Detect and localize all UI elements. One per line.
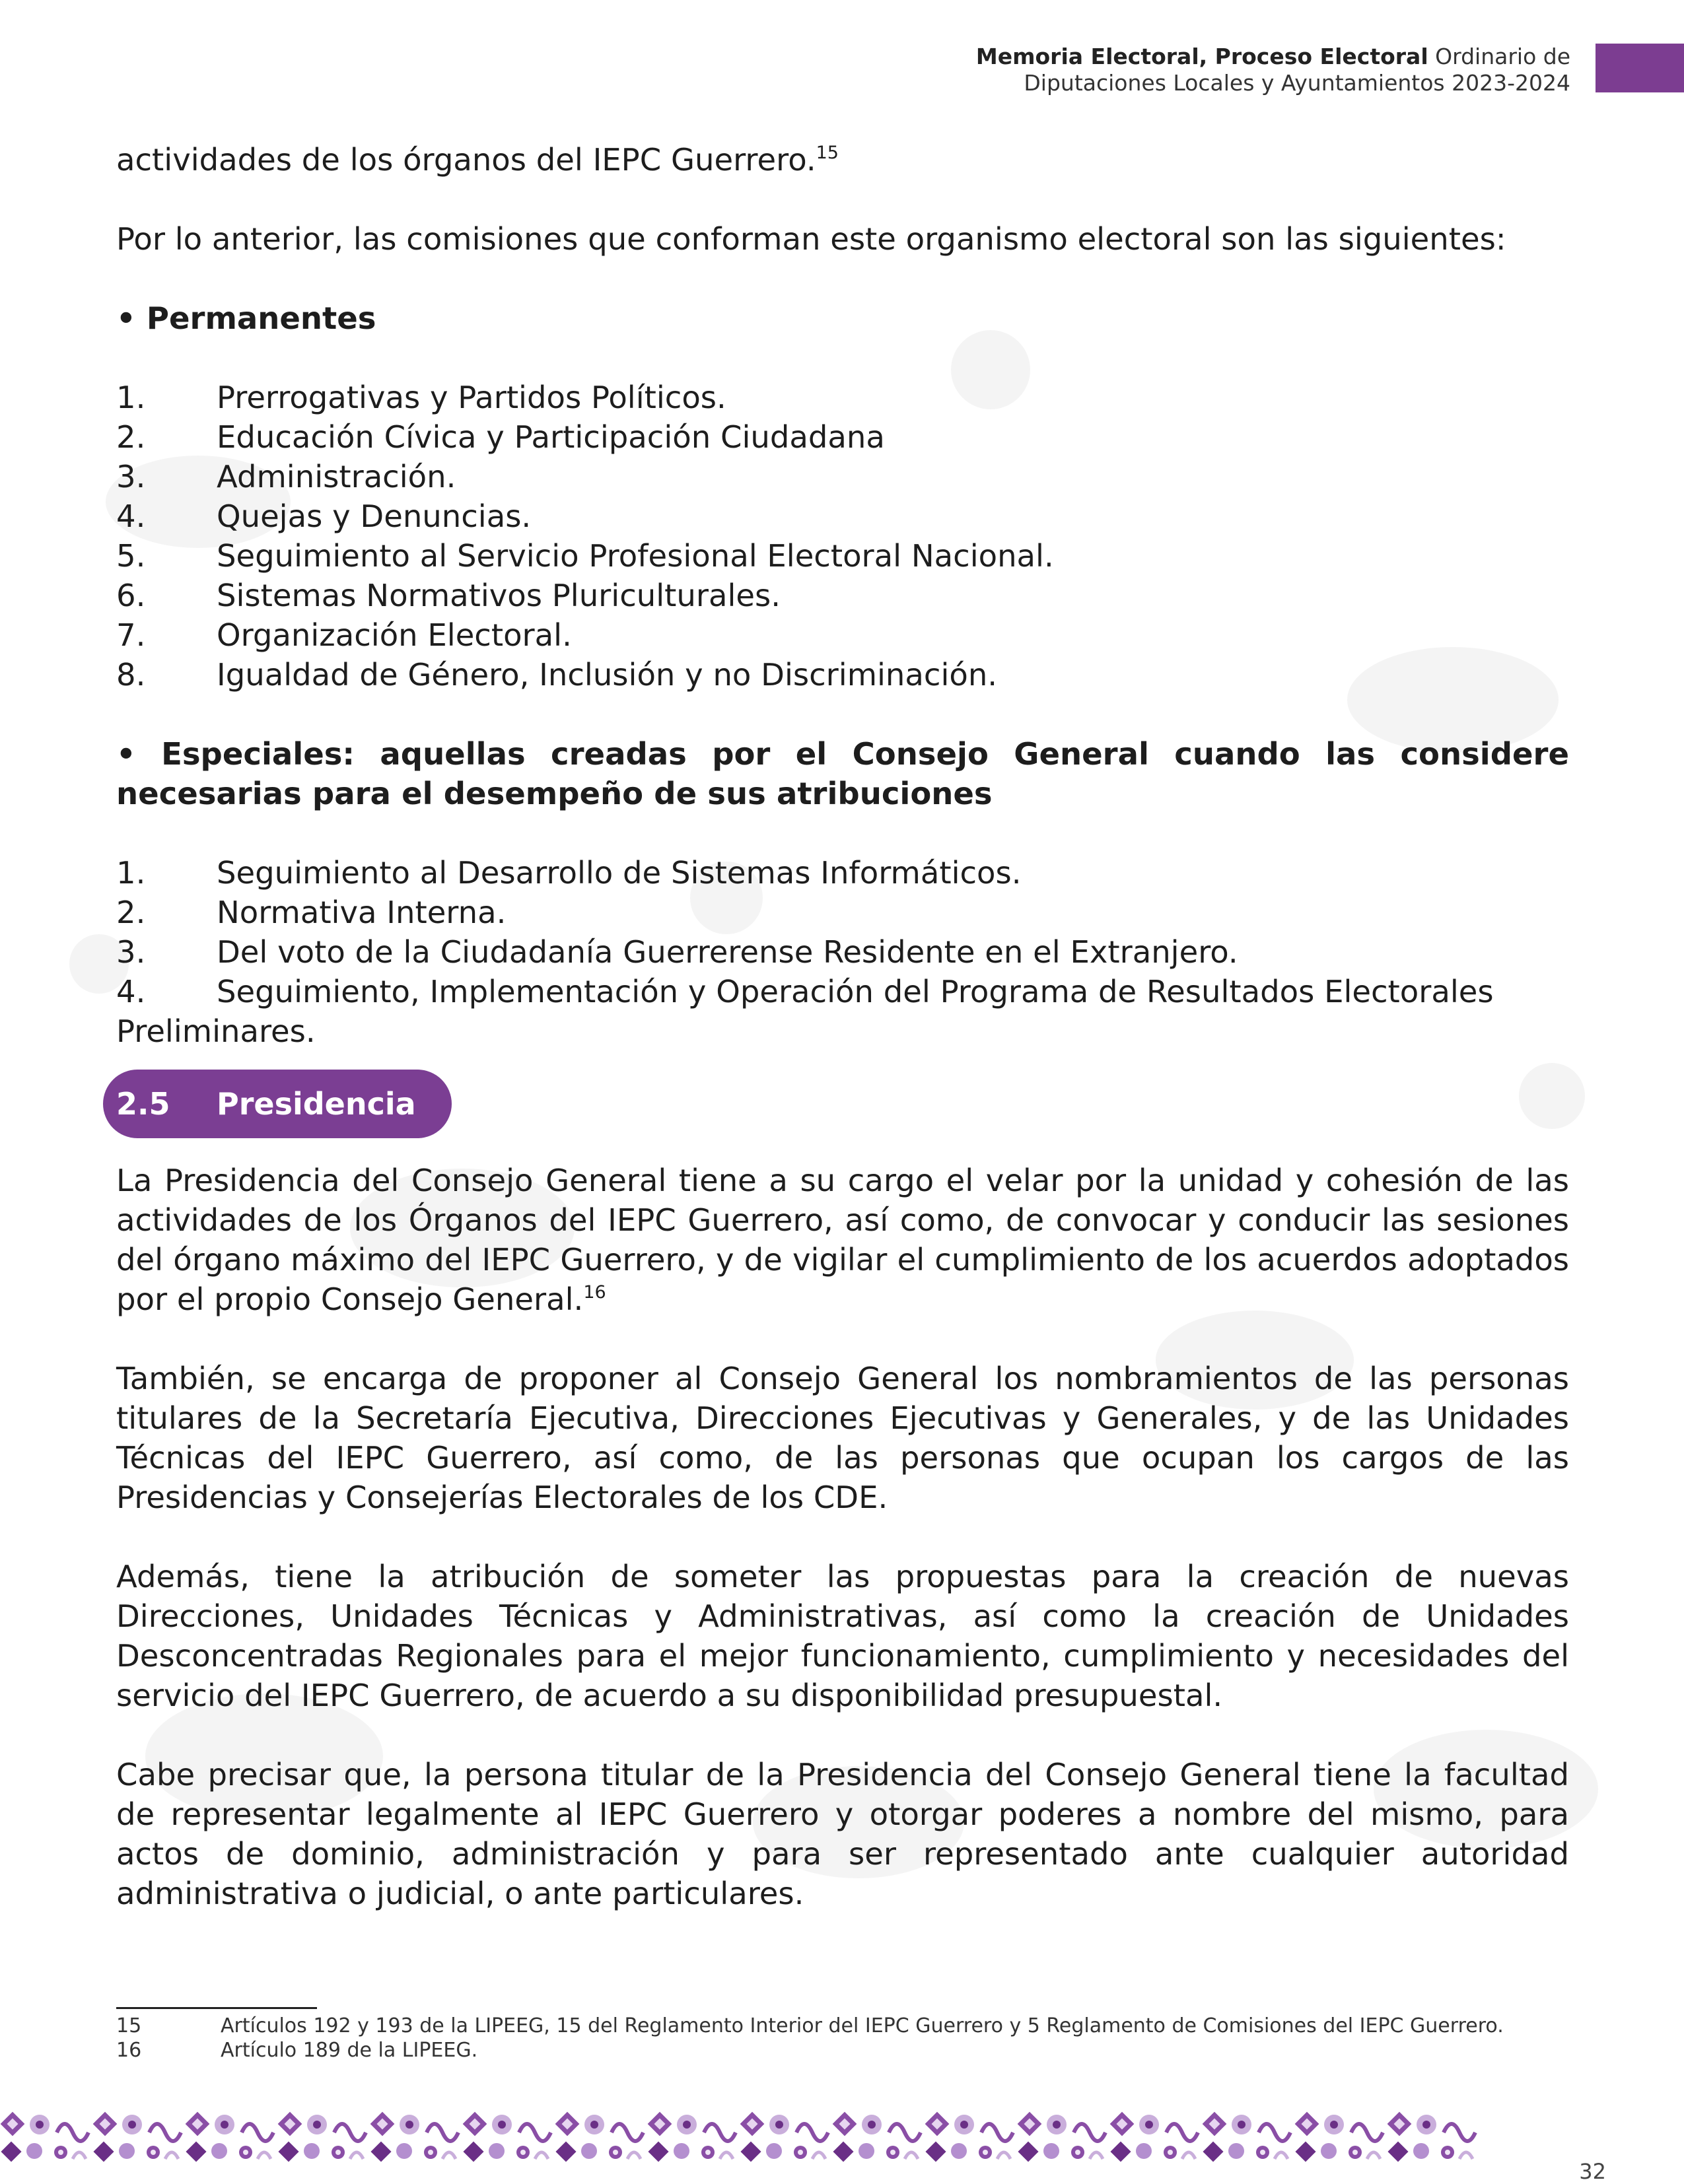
list-item — [116, 615, 1569, 655]
paragraph-text: La Presidencia del Consejo General tiene a su cargo el velar por la unidad y cohesión de las actividades de los Órganos del IEPC Guerrero, así como, de convocar y conducir las sesiones del órgano máximo del IEPC Guerrero, y de vigilar el cumplimiento de los acuerdos adoptados por el propio Consejo General. — [116, 1163, 1569, 1317]
list-item — [116, 536, 1569, 576]
list-item-number: 2. — [116, 895, 146, 930]
especiales-heading: • Especiales: aquellas creadas por el Consejo General cuando las considere necesarias para el desempeño de sus atribuciones — [116, 736, 1569, 811]
header-title-bold: Memoria Electoral, Proceso Electoral — [975, 44, 1428, 69]
list-item-text: Igualdad de Género, Inclusión y no Discriminación. — [217, 657, 998, 693]
footnote-ref-15[interactable]: 15 — [816, 143, 839, 163]
list-item-number: 4. — [116, 498, 146, 534]
list-item-number: 1. — [116, 380, 146, 415]
list-item-number: 3. — [116, 459, 146, 495]
list-item — [116, 932, 1569, 972]
footnote-16 — [116, 2038, 1569, 2063]
header-accent-tab — [1596, 44, 1684, 92]
list-item — [116, 972, 1569, 1051]
list-item-text: Normativa Interna. — [217, 895, 507, 930]
running-header — [976, 44, 1570, 96]
list-item-text: Organización Electoral. — [217, 617, 572, 653]
list-item-number: 6. — [116, 578, 146, 613]
page-body — [116, 140, 1569, 1913]
permanentes-list — [116, 378, 1569, 695]
header-line-1 — [976, 44, 1570, 70]
embroidery-border — [0, 2106, 1499, 2166]
list-item-text: Sistemas Normativos Pluriculturales. — [217, 578, 781, 613]
list-item-text: Seguimiento al Desarrollo de Sistemas Informáticos. — [217, 855, 1022, 891]
footnote-text: Artículo 189 de la LIPEEG. — [221, 2039, 478, 2062]
list-item — [116, 496, 1569, 536]
footnote-ref-16[interactable]: 16 — [583, 1282, 606, 1303]
list-item-text: Prerrogativas y Partidos Políticos. — [217, 380, 726, 415]
section-heading-pill — [103, 1070, 452, 1138]
list-item-text: Quejas y Denuncias. — [217, 498, 532, 534]
list-item — [116, 457, 1569, 496]
list-item-number: 4. — [116, 974, 146, 1009]
list-item-number: 1. — [116, 855, 146, 891]
section-title: Presidencia — [217, 1086, 416, 1122]
list-item — [116, 655, 1569, 695]
list-item-text: Seguimiento al Servicio Profesional Electoral Nacional. — [217, 538, 1054, 574]
paragraph: También, se encarga de proponer al Consejo General los nombramientos de las personas titulares de la Secretaría Ejecutiva, Direcciones Ejecutivas y Generales, y de las Unidades Técnicas del IEPC Guerrero, así como, de las personas que ocupan los cargos de las Presidencias y Consejerías Electorales de los CDE. — [116, 1361, 1569, 1515]
list-item — [116, 378, 1569, 417]
paragraph: Además, tiene la atribución de someter las propuestas para la creación de nuevas Direcciones, Unidades Técnicas y Administrativas, así como la creación de Unidades Desconcentradas Regionales para el mejor funcionamiento, cumplimiento y necesidades del servicio del IEPC Guerrero, de acuerdo a su disponibilidad presupuestal. — [116, 1559, 1569, 1713]
header-line-2: Diputaciones Locales y Ayuntamientos 2023-2024 — [1024, 70, 1570, 96]
intro-continuation-text: actividades de los órganos del IEPC Guerrero. — [116, 142, 816, 178]
list-item-number: 2. — [116, 419, 146, 455]
list-item — [116, 576, 1569, 615]
list-item-number: 7. — [116, 617, 146, 653]
paragraph: Cabe precisar que, la persona titular de la Presidencia del Consejo General tiene la facultad de representar legalmente al IEPC Guerrero y otorgar poderes a nombre del mismo, para actos de dominio, administración y para ser representado ante cualquier autoridad administrativa o judicial, o ante particulares. — [116, 1757, 1569, 1911]
list-item-text: Seguimiento, Implementación y Operación del Programa de Resultados Electorales Preliminares. — [116, 974, 1494, 1049]
section-number: 2.5 — [116, 1086, 170, 1122]
footnote-number: 16 — [116, 2039, 142, 2062]
list-item-text: Educación Cívica y Participación Ciudadana — [217, 419, 885, 455]
list-item — [116, 853, 1569, 893]
permanentes-heading: • Permanentes — [116, 300, 376, 336]
especiales-list — [116, 853, 1569, 1051]
list-item — [116, 893, 1569, 932]
list-item — [116, 417, 1569, 457]
list-item-number: 8. — [116, 657, 146, 693]
footnote-text: Artículos 192 y 193 de la LIPEEG, 15 del Reglamento Interior del IEPC Guerrero y 5 Reglamento de Comisiones del IEPC Guerrero. — [221, 2014, 1504, 2037]
intro-sentence: Por lo anterior, las comisiones que conforman este organismo electoral son las siguientes: — [116, 221, 1506, 257]
footnote-separator — [116, 2007, 317, 2009]
footnote-number: 15 — [116, 2014, 142, 2037]
list-item-number: 3. — [116, 934, 146, 970]
header-title-rest: Ordinario de — [1428, 44, 1570, 69]
list-item-text: Administración. — [217, 459, 456, 495]
list-item-number: 5. — [116, 538, 146, 574]
paragraph — [116, 1161, 1569, 1319]
footnotes — [116, 2014, 1569, 2063]
page-number: 32 — [1579, 2159, 1606, 2184]
intro-continuation — [116, 140, 1569, 180]
footnote-15 — [116, 2014, 1569, 2038]
list-item-text: Del voto de la Ciudadanía Guerrerense Residente en el Extranjero. — [217, 934, 1238, 970]
